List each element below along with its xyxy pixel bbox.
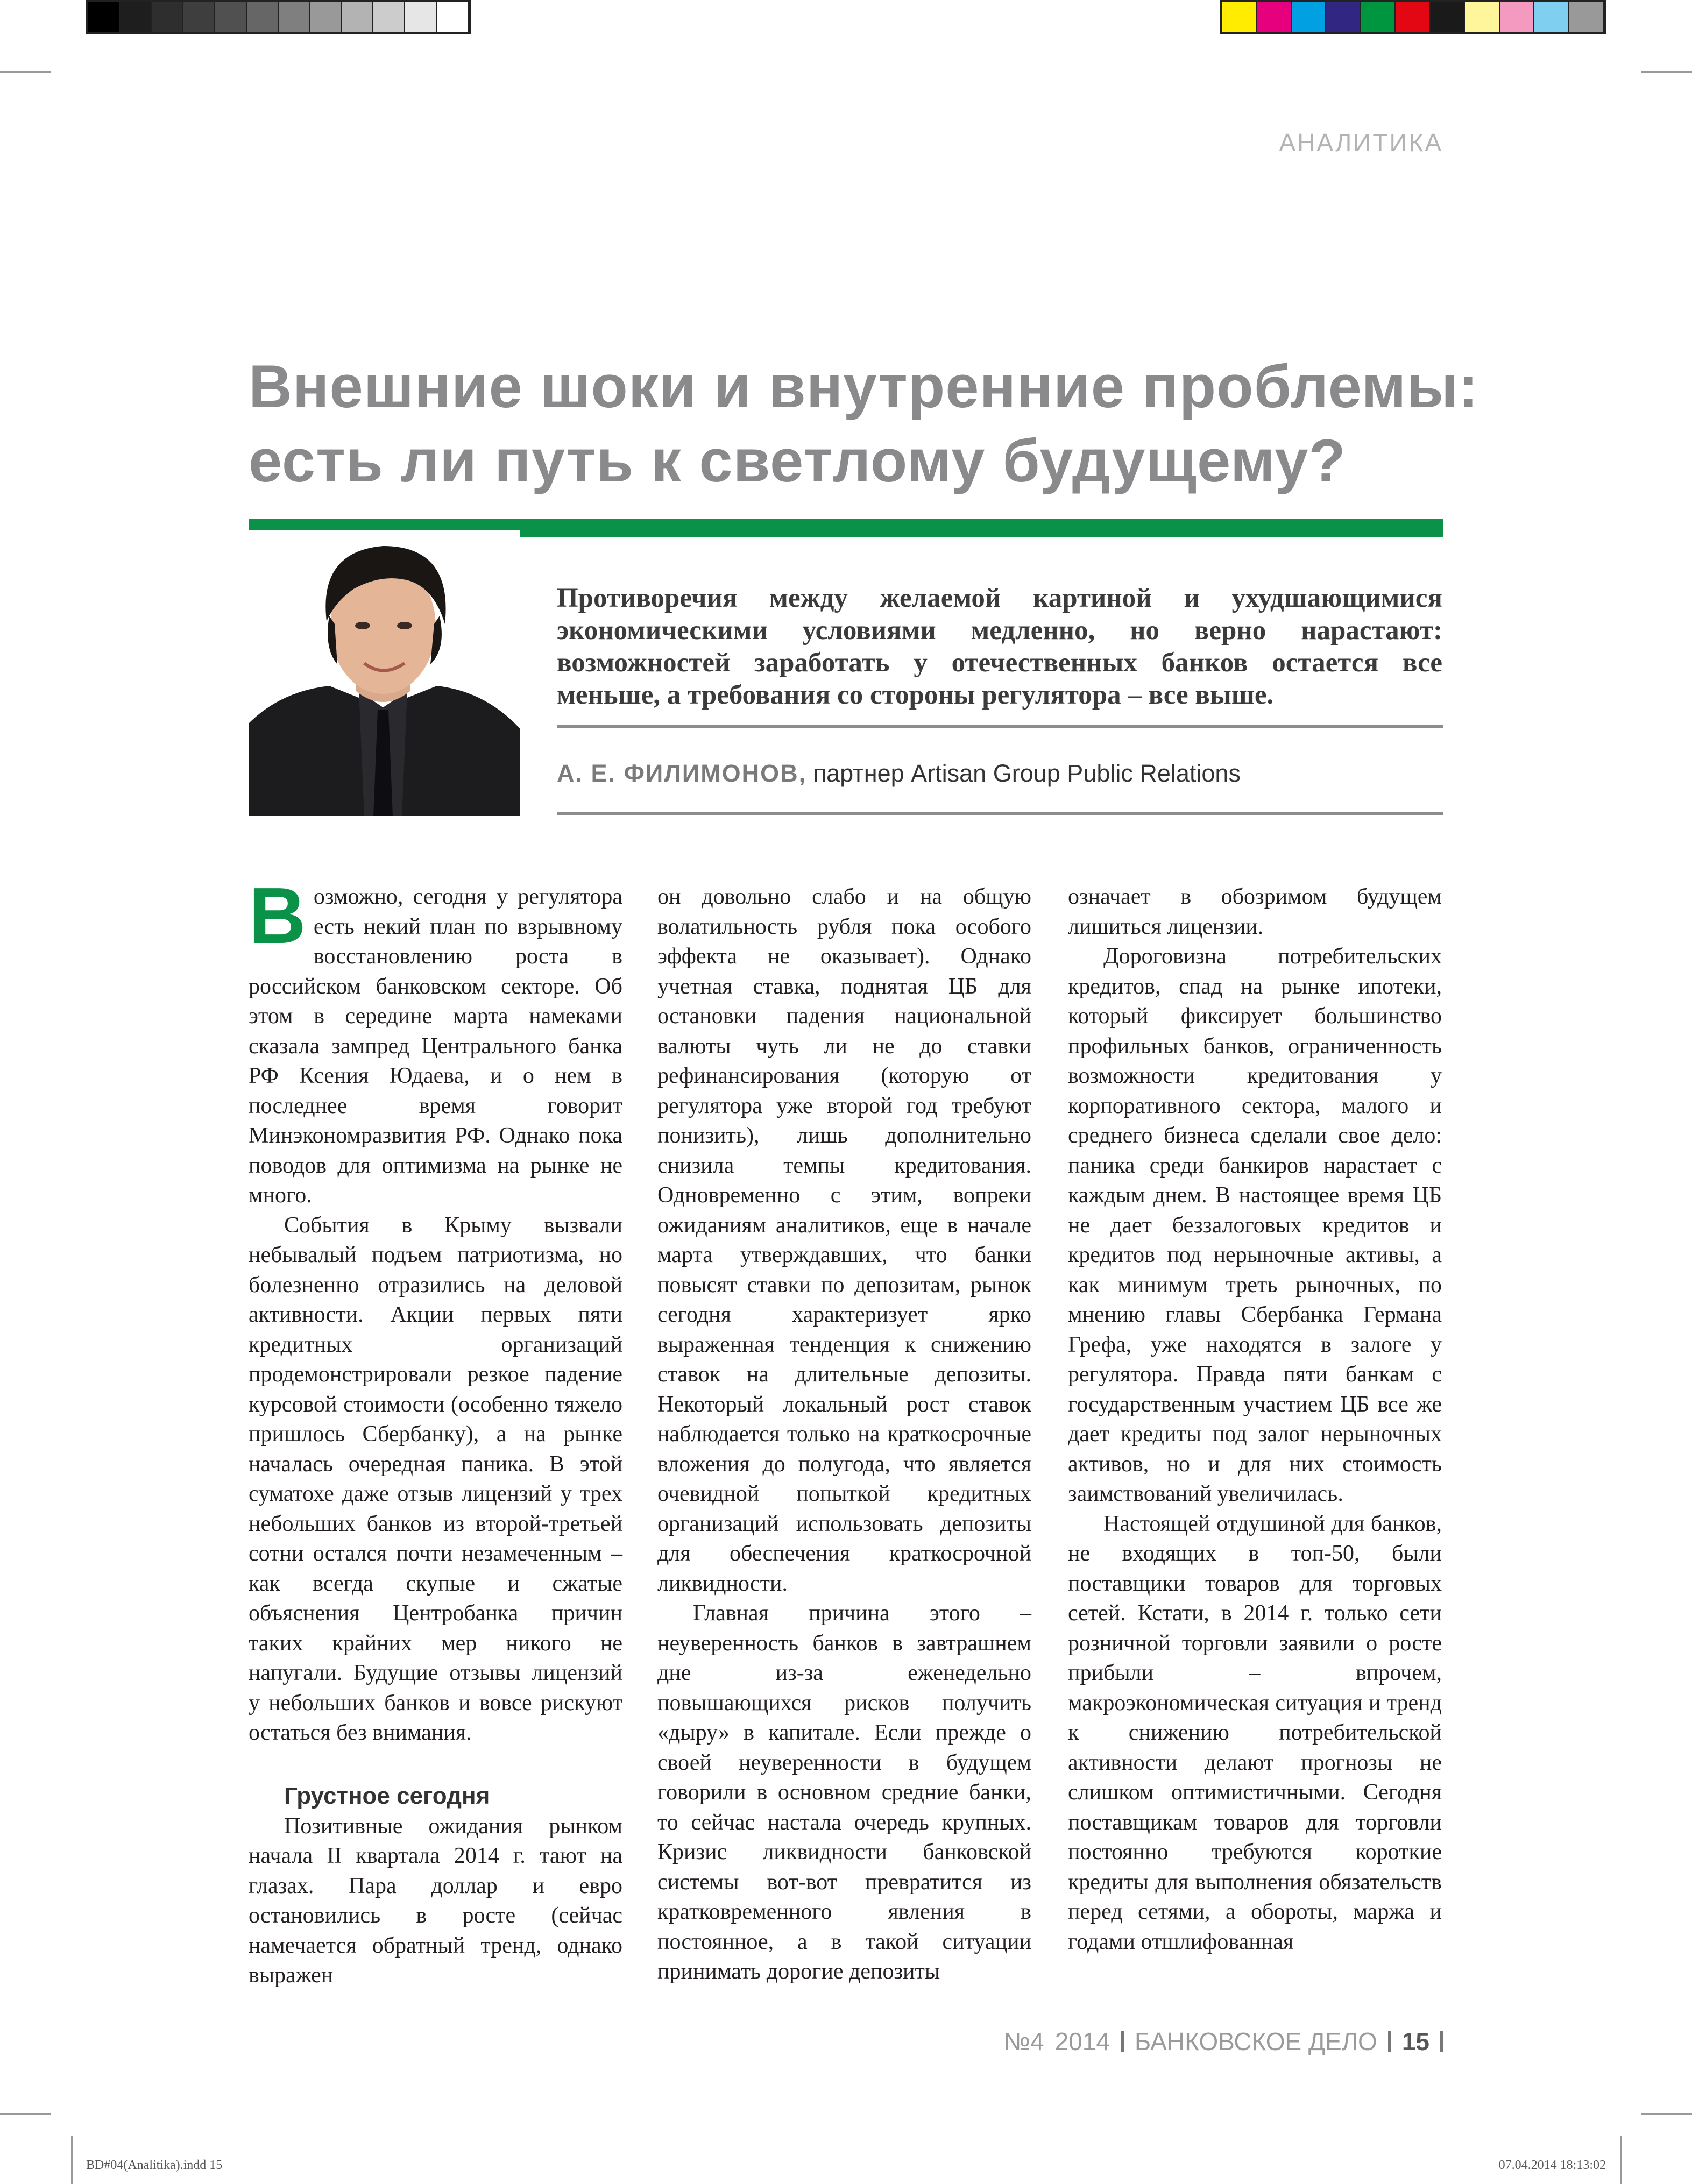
crop-mark bbox=[1641, 2113, 1692, 2115]
section-heading: Грустное сегодня bbox=[284, 1782, 490, 1809]
color-swatch bbox=[342, 2, 373, 32]
color-swatch bbox=[88, 2, 120, 32]
drop-cap: В bbox=[249, 871, 306, 960]
paragraph: Главная причина этого – неуверенность банков в завтрашнем дне из-за еженедельно повышающихся рисков получить «дыру» в капитале. Если прежде о своей неуверенности в будущем говорили в основном средние банки, то сейчас настала очередь крупных. Кризис ликвидности банковской системы вот-вот превратится из кратковременного явления в постоянное, а в такой ситуации принимать дорогие депозиты bbox=[657, 1601, 1031, 1984]
paragraph: Настоящей отдушиной для банков, не входящих в топ-50, были поставщики товаров для торговых сетей. Кстати, в 2014 г. только сети розничной торговли заявили о росте прибыли – впрочем, макроэкономическая ситуация и тренд к снижению потребительской активности делают прогнозы не слишком оптимистичными. Сегодня поставщикам товаров для торговли постоянно требуются короткие кредиты для выполнения обязательств перед сетями, а обороты, маржа и годами отшлифованная bbox=[1068, 1511, 1442, 1954]
color-swatch bbox=[247, 2, 279, 32]
color-swatch bbox=[215, 2, 247, 32]
title-line-1: Внешние шоки и внутренние проблемы: bbox=[249, 353, 1479, 420]
color-swatch bbox=[1500, 2, 1534, 32]
crop-mark bbox=[71, 2136, 73, 2184]
color-swatch bbox=[310, 2, 342, 32]
color-swatch bbox=[1465, 2, 1499, 32]
lead-rule bbox=[557, 725, 1443, 728]
paragraph: он довольно слабо и на общую волатильность рубля пока особого эффекта не оказывает). Однако учетная ставка, поднятая ЦБ для остановки падения национальной валюты чуть ли не до ставки рефинансирования (которую от регулятора уже второй год требуют понизить), лишь дополнительно снизила темпы кредитования. Одновременно с этим, вопреки ожиданиям аналитиков, еще в начале марта утверждавших, что банки повысят ставки по депозитам, рынок сегодня характеризует ярко выраженная тенденция к снижению ставок на длительные депозиты. Некоторый локальный рост ставок наблюдается только на краткосрочные вложения до полугода, что является очевидной попыткой кредитных организаций использовать депозиты для обеспечения краткосрочной ликвидности. bbox=[657, 884, 1031, 1596]
color-swatch bbox=[1257, 2, 1291, 32]
paragraph: Дороговизна потребительских кредитов, спад на рынке ипотеки, который фиксирует большинство профильных банков, ограниченность возможности кредитования у корпоративного сектора, малого и среднего бизнеса сделали свое дело: паника среди банкиров нарастает с каждым днем. В настоящее время ЦБ не дает беззалоговых кредитов и кредитов под нерыночные активы, а как минимум треть рыночных, по мнению главы Сбербанка Германа Грефа, уже находятся в залоге у регулятора. Правда пяти банкам с государственным участием ЦБ все же дает кредиты под залог нерыночных активов, но и для них стоимость заимствований увеличилась. bbox=[1068, 944, 1442, 1506]
page-number: 15 bbox=[1401, 2027, 1429, 2055]
color-swatch bbox=[1292, 2, 1326, 32]
color-swatch bbox=[1534, 2, 1569, 32]
byline bbox=[557, 760, 1241, 788]
byline-rule bbox=[557, 812, 1443, 815]
color-swatch bbox=[1222, 2, 1257, 32]
author-photo bbox=[249, 530, 520, 816]
title-line-2: есть ли путь к светлому будущему? bbox=[249, 427, 1346, 494]
footer-separator bbox=[1388, 2031, 1391, 2052]
color-swatch bbox=[405, 2, 437, 32]
file-slug: BD#04(Analitika).indd 15 bbox=[86, 2158, 223, 2172]
color-swatch bbox=[1396, 2, 1430, 32]
print-timestamp: 07.04.2014 18:13:02 bbox=[1498, 2158, 1606, 2172]
paragraph: Возможно, сегодня у регулятора есть некий план по взрывному восстановлению роста в российском банковском секторе. Об этом в середине марта намеками сказала зампред Центрального банка РФ Ксения Юдаева, и о нем в последнее время говорит Минэкономразвития РФ. Однако пока поводов для оптимизма на рынке не много. bbox=[249, 871, 622, 1208]
crop-mark bbox=[0, 71, 51, 73]
body-column-2 bbox=[657, 882, 1031, 1987]
magazine-name: БАНКОВСКОЕ ДЕЛО bbox=[1134, 2027, 1377, 2055]
color-swatch bbox=[1431, 2, 1465, 32]
color-swatch bbox=[1361, 2, 1396, 32]
crop-mark bbox=[0, 2113, 51, 2115]
crop-mark bbox=[1620, 2136, 1622, 2184]
color-swatch bbox=[1326, 2, 1361, 32]
article-lead: Противоречия между желаемой картиной и ухудшающимися экономическими условиями медленно, но верно нарастают: возможностей заработать у отечественных банков остается все меньше, а требования со стороны регулятора – все выше. bbox=[557, 583, 1442, 710]
color-bar-cmyk bbox=[1220, 0, 1606, 34]
footer-separator bbox=[1440, 2031, 1443, 2052]
issue-year: 2014 bbox=[1054, 2027, 1110, 2055]
crop-mark bbox=[1641, 71, 1692, 73]
article-title bbox=[249, 350, 1479, 498]
color-swatch bbox=[279, 2, 310, 32]
color-swatch bbox=[120, 2, 152, 32]
author-role: партнер Artisan Group Public Relations bbox=[813, 760, 1241, 787]
paragraph: События в Крыму вызвали небывалый подъем патриотизма, но болезненно отразились на деловой активности. Акции первых пяти кредитных организаций продемонстрировали резкое падение курсовой стоимости (особенно тяжело пришлось Сбербанку), а на рынке началась очередная паника. В этой суматохе даже отзыв лицензий у трех небольших банков из второй-третьей сотни остался почти незамеченным – как всегда скупые и сжатые объяснения Центробанка причин таких крайних мер никого не напугали. Будущие отзывы лицензий у небольших банков и вовсе рискуют остаться без внимания. bbox=[249, 1212, 622, 1745]
body-column-3 bbox=[1068, 882, 1442, 1957]
color-swatch bbox=[152, 2, 183, 32]
color-swatch bbox=[183, 2, 215, 32]
footer-separator bbox=[1121, 2031, 1124, 2052]
paragraph: означает в обозримом будущем лишиться лицензии. bbox=[1068, 884, 1442, 939]
page-footer bbox=[1004, 2027, 1443, 2056]
section-label: АНАЛИТИКА bbox=[1279, 129, 1443, 157]
color-swatch bbox=[437, 2, 469, 32]
author-name: А. Е. ФИЛИМОНОВ, bbox=[557, 760, 807, 787]
body-column-1 bbox=[249, 871, 622, 1991]
issue-number: №4 bbox=[1003, 2027, 1044, 2055]
color-swatch bbox=[373, 2, 405, 32]
color-swatch bbox=[1569, 2, 1604, 32]
color-bar-grayscale bbox=[86, 0, 471, 34]
paragraph: Позитивные ожидания рынком начала II квартала 2014 г. тают на глазах. Пара доллар и евро остановились в росте (сейчас намечается обратный тренд, однако выражен bbox=[249, 1813, 622, 1988]
